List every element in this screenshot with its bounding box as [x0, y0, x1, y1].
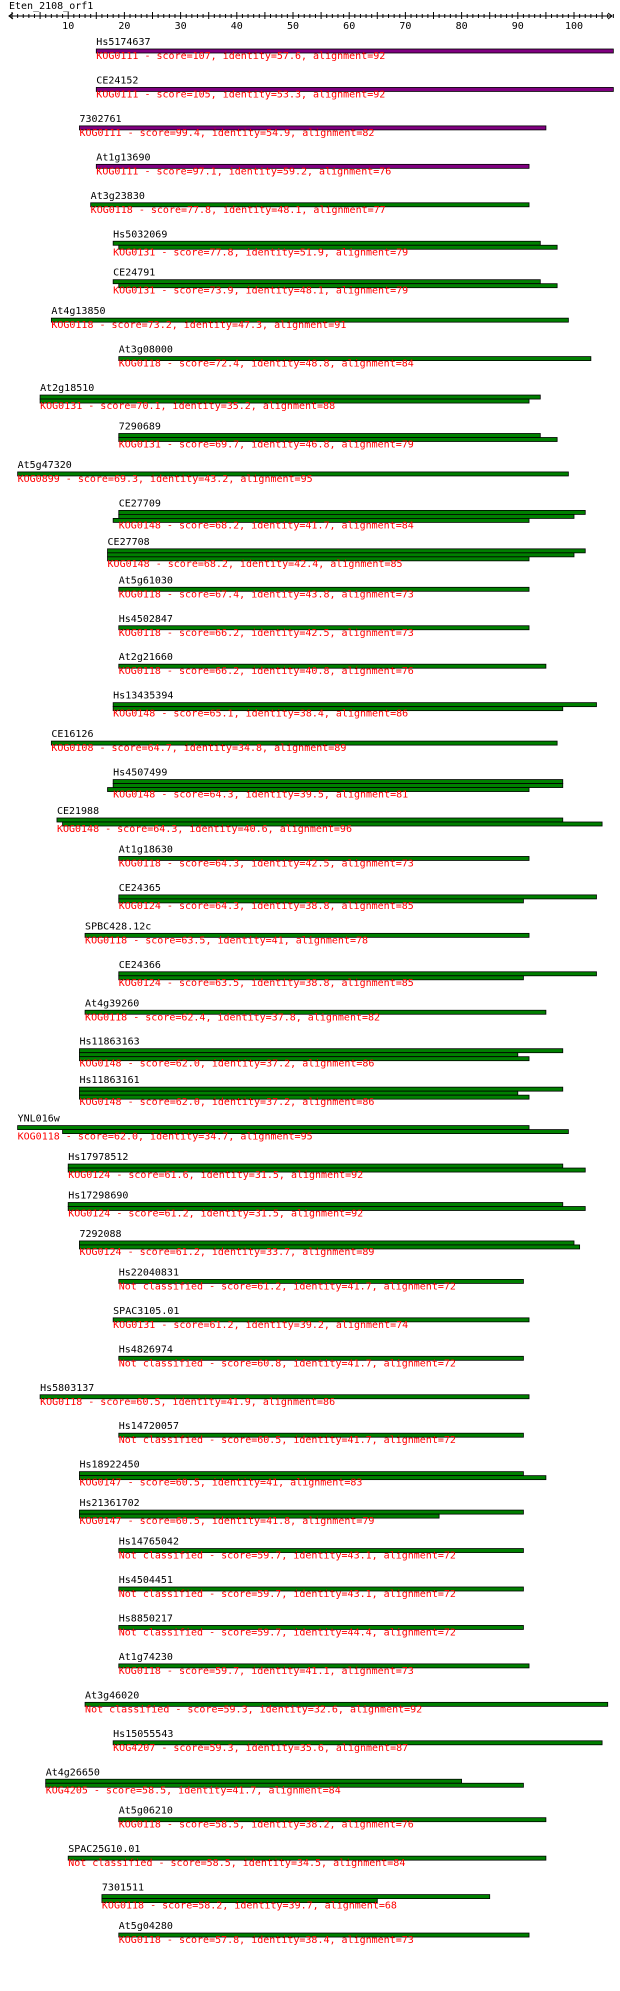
hit-name: Hs4826974 — [118, 1344, 173, 1356]
hit-bar — [113, 703, 596, 707]
hit-info: Not classified - score=59.3, identity=32.6, alignment=92 — [85, 1704, 423, 1716]
hit-bar — [79, 1087, 562, 1091]
hit-row — [119, 1575, 524, 1600]
hit-row — [113, 1729, 602, 1754]
hit-name: Hs17298690 — [68, 1190, 129, 1202]
hit-row — [113, 1306, 529, 1331]
hit-info: KOG0147 - score=60.5, identity=41.8, alignment=79 — [79, 1516, 375, 1528]
hit-info: KOG0111 - score=99.4, identity=54.9, alignment=82 — [79, 127, 375, 139]
hit-name: At5g47320 — [17, 459, 72, 471]
hit-bar — [18, 1126, 529, 1130]
hit-name: SPAC25G10.01 — [68, 1844, 141, 1856]
hit-info: KOG0118 - score=63.5, identity=41, alignment=78 — [85, 935, 369, 947]
hit-name: CE16126 — [51, 729, 94, 741]
hit-row — [113, 229, 557, 258]
hit-row — [79, 1460, 545, 1489]
hit-row — [119, 614, 529, 639]
hit-info: Not classified - score=59.7, identity=43.1, alignment=72 — [118, 1589, 456, 1600]
hit-name: 7292088 — [79, 1228, 122, 1240]
hit-row — [79, 1229, 579, 1258]
axis-tick-label: 40 — [230, 21, 243, 32]
hit-info: KOG0124 - score=63.5, identity=38.8, alignment=85 — [118, 977, 414, 989]
hit-info: KOG0118 - score=66.2, identity=40.8, alignment=76 — [118, 666, 414, 678]
hit-bar — [79, 1510, 523, 1514]
hit-name: At4g13850 — [51, 306, 106, 318]
hit-name: Hs8850217 — [118, 1613, 173, 1625]
axis-tick-label: 80 — [455, 21, 468, 32]
hit-info: KOG0148 - score=62.0, identity=37.2, alignment=86 — [79, 1097, 375, 1109]
hit-row — [96, 75, 613, 100]
hit-bar — [79, 1049, 562, 1053]
hit-info: Not classified - score=58.5, identity=34.5, alignment=84 — [68, 1858, 406, 1870]
hit-row — [119, 1613, 524, 1638]
hit-bar — [46, 1779, 462, 1783]
hit-info: KOG0899 - score=69.3, identity=43.2, alignment=95 — [17, 473, 313, 485]
hit-list — [18, 37, 614, 1946]
axis-tick-label: 30 — [174, 21, 187, 32]
hit-info: KOG0118 - score=62.0, identity=34.7, alignment=95 — [17, 1131, 313, 1143]
hit-bar — [68, 1203, 563, 1207]
hit-bar — [119, 434, 541, 438]
hit-name: SPBC428.12c — [85, 921, 152, 933]
hit-row — [113, 498, 585, 531]
hit-row — [119, 1344, 524, 1369]
hit-info: KOG0111 - score=97.1, identity=59.2, alignment=76 — [96, 166, 392, 178]
hit-info: KOG0118 - score=64.3, identity=42.5, alignment=73 — [118, 858, 414, 870]
hit-bar — [57, 818, 563, 822]
hit-row — [18, 1114, 569, 1143]
hit-info: Not classified - score=59.7, identity=44.4, alignment=72 — [118, 1627, 456, 1639]
hit-bar — [113, 784, 563, 788]
hit-info: KOG0118 - score=60.5, identity=41.9, alignment=86 — [40, 1396, 336, 1408]
hit-name: At5g06210 — [118, 1805, 173, 1817]
hit-info: KOG0118 - score=62.4, identity=37.8, alignment=82 — [85, 1012, 381, 1024]
hit-name: Hs11863163 — [79, 1036, 140, 1048]
hit-info: KOG0118 - score=57.8, identity=38.4, alignment=73 — [118, 1935, 414, 1947]
hit-name: CE24791 — [113, 267, 156, 279]
hit-name: Hs21361702 — [79, 1498, 140, 1510]
hit-info: KOG0147 - score=60.5, identity=41, alignment=83 — [79, 1477, 363, 1489]
scale-axis — [9, 12, 613, 32]
hit-row — [79, 1498, 523, 1527]
hit-row — [51, 729, 557, 754]
hit-name: At4g26650 — [45, 1767, 100, 1779]
hit-name: CE27709 — [118, 498, 161, 510]
hit-name: At1g74230 — [118, 1651, 173, 1663]
hit-row — [51, 306, 568, 331]
hit-info: KOG0131 - score=69.7, identity=46.8, alignment=79 — [118, 439, 414, 451]
hit-name: Hs13435394 — [113, 690, 174, 702]
hit-info: KOG0148 - score=62.0, identity=37.2, alignment=86 — [79, 1058, 375, 1070]
hit-bar — [40, 395, 540, 399]
hit-name: At2g18510 — [40, 383, 95, 395]
hit-bar — [68, 1164, 563, 1168]
hit-name: CE24365 — [118, 882, 161, 894]
hit-row — [119, 1267, 524, 1292]
hit-info: Not classified - score=61.2, identity=41.7, alignment=72 — [118, 1281, 456, 1293]
hit-row — [119, 1806, 546, 1831]
hit-info: KOG4205 - score=58.5, identity=41.7, alignment=84 — [45, 1785, 341, 1797]
hit-name: CE24152 — [96, 75, 139, 87]
hit-name: 7301511 — [101, 1882, 145, 1894]
hit-bar — [113, 280, 540, 284]
axis-tick-label: 20 — [118, 21, 131, 32]
hit-info: KOG0118 - score=58.5, identity=38.2, alignment=76 — [118, 1819, 414, 1831]
hit-name: Hs14720057 — [118, 1421, 179, 1433]
hit-name: At1g13690 — [96, 152, 151, 164]
hit-row — [68, 1844, 546, 1869]
hit-name: At4g39260 — [85, 998, 140, 1010]
hit-info: KOG0148 - score=68.2, identity=42.4, alignment=85 — [107, 558, 403, 570]
axis-tick-label: 90 — [511, 21, 524, 32]
hit-info: KOG0118 - score=72.4, identity=48.8, alignment=84 — [118, 358, 414, 370]
hit-info: KOG0131 - score=70.1, identity=35.2, alignment=88 — [40, 401, 336, 413]
hit-bar — [108, 553, 574, 557]
hit-info: KOG0124 - score=61.2, identity=31.5, alignment=92 — [68, 1208, 364, 1220]
hit-name: At5g04280 — [118, 1921, 173, 1933]
hit-info: KOG0148 - score=64.3, identity=40.6, alignment=96 — [56, 824, 352, 835]
hit-info: KOG0111 - score=105, identity=53.3, alignment=92 — [96, 89, 386, 101]
chart-title: Eten_2108_orf1 — [9, 1, 94, 12]
hit-row — [18, 460, 569, 485]
axis-tick-label: 50 — [286, 21, 300, 32]
hit-name: Hs15055543 — [113, 1728, 174, 1740]
hit-bar — [119, 510, 585, 514]
hit-bar — [102, 1895, 490, 1899]
hit-info: KOG0118 - score=77.8, identity=48.1, alignment=77 — [90, 204, 386, 216]
hit-name: Hs5803137 — [40, 1382, 95, 1394]
hit-name: Hs22040831 — [118, 1267, 179, 1279]
hit-row — [79, 1037, 562, 1070]
hit-info: KOG0124 - score=61.2, identity=33.7, alignment=89 — [79, 1246, 375, 1258]
hit-row — [96, 152, 529, 177]
hit-name: Hs11863161 — [79, 1075, 140, 1087]
hit-info: KOG0148 - score=64.3, identity=39.5, alignment=81 — [113, 789, 409, 801]
hit-name: CE27708 — [107, 536, 150, 548]
hit-row — [119, 575, 529, 600]
hit-name: CE24366 — [118, 959, 161, 971]
hit-info: KOG0148 - score=68.2, identity=41.7, alignment=84 — [118, 520, 414, 532]
hit-row — [119, 960, 597, 989]
hit-row — [113, 268, 557, 297]
hit-name: Hs5032069 — [113, 229, 168, 241]
hit-info: Not classified - score=60.5, identity=41.7, alignment=72 — [118, 1435, 456, 1447]
hit-info: KOG4207 - score=59.3, identity=35.6, alignment=87 — [113, 1742, 409, 1754]
hit-row — [85, 1690, 608, 1715]
hit-row — [113, 691, 596, 720]
hit-bar — [79, 1472, 523, 1476]
hit-info: KOG0124 - score=61.6, identity=31.5, alignment=92 — [68, 1170, 364, 1182]
hit-row — [96, 37, 613, 62]
hit-row — [40, 1383, 529, 1408]
hit-name: At3g08000 — [118, 344, 173, 356]
hit-row — [85, 921, 529, 946]
hit-bar — [113, 780, 563, 784]
hit-bar — [113, 241, 540, 245]
hit-row — [102, 1883, 490, 1912]
hit-row — [119, 422, 557, 451]
hit-name: At1g18630 — [118, 844, 173, 856]
hit-bar — [79, 1241, 574, 1245]
hit-name: Hs5174637 — [96, 37, 151, 48]
hit-bar — [119, 895, 597, 899]
hit-bar — [79, 1053, 517, 1057]
hit-row — [119, 652, 546, 677]
hit-name: Hs18922450 — [79, 1459, 140, 1471]
hit-row — [40, 383, 540, 412]
hit-info: KOG0118 - score=59.7, identity=41.1, alignment=73 — [118, 1665, 414, 1677]
hit-row — [68, 1152, 585, 1181]
hit-row — [119, 883, 597, 912]
hit-row — [68, 1191, 585, 1220]
axis-tick-label: 60 — [343, 21, 356, 32]
hit-info: KOG0111 - score=107, identity=57.6, alignment=92 — [96, 51, 386, 62]
axis-tick-label: 70 — [399, 21, 412, 32]
hit-name: YNL016w — [17, 1113, 60, 1125]
hit-name: Hs14765042 — [118, 1536, 179, 1548]
hit-name: Hs4507499 — [113, 767, 168, 779]
hit-bar — [108, 549, 586, 553]
hit-name: At3g46020 — [85, 1690, 140, 1702]
hit-row — [119, 1421, 524, 1446]
hit-name: Hs4502847 — [118, 613, 173, 625]
hit-row — [119, 1652, 529, 1677]
hit-name: SPAC3105.01 — [113, 1305, 180, 1317]
hit-row — [46, 1767, 524, 1796]
hit-row — [57, 806, 602, 835]
hit-row — [91, 191, 529, 216]
hit-info: KOG0148 - score=65.1, identity=38.4, alignment=86 — [113, 708, 409, 720]
hit-row — [119, 1537, 524, 1562]
hit-row — [119, 844, 529, 869]
hit-info: KOG0118 - score=66.2, identity=42.5, alignment=73 — [118, 627, 414, 639]
hit-info: KOG0118 - score=58.2, identity=39.7, alignment=68 — [101, 1900, 397, 1912]
hit-row — [119, 345, 591, 370]
hit-name: At5g61030 — [118, 575, 173, 587]
hit-bar — [119, 972, 597, 976]
hit-info: KOG0118 - score=67.4, identity=43.8, alignment=73 — [118, 589, 414, 601]
axis-tick-label: 10 — [62, 21, 75, 32]
axis-tick-label: 100 — [564, 21, 584, 32]
hit-info: KOG0124 - score=64.3, identity=38.8, alignment=85 — [118, 900, 414, 912]
hit-name: At3g23830 — [90, 190, 145, 202]
hit-info: KOG0131 - score=77.8, identity=51.9, alignment=79 — [113, 247, 409, 259]
hit-row — [119, 1921, 529, 1946]
hit-info: KOG0131 - score=73.9, identity=48.1, alignment=79 — [113, 285, 409, 297]
hit-row — [85, 998, 546, 1023]
hit-name: Hs4504451 — [118, 1575, 173, 1586]
hit-name: CE21988 — [56, 806, 100, 817]
hit-row — [79, 1075, 562, 1108]
hit-bar — [119, 514, 574, 518]
hit-name: 7290689 — [118, 421, 161, 433]
hit-info: Not classified - score=59.7, identity=43.1, alignment=72 — [118, 1550, 456, 1562]
hit-bar — [79, 1091, 517, 1095]
hit-info: KOG0131 - score=61.2, identity=39.2, alignment=74 — [113, 1319, 409, 1331]
hit-info: KOG0108 - score=64.7, identity=34.8, alignment=89 — [51, 743, 347, 755]
hit-name: Hs17978512 — [68, 1152, 129, 1164]
hit-info: KOG0118 - score=73.2, identity=47.3, alignment=91 — [51, 320, 347, 332]
hit-row — [108, 537, 586, 570]
hit-row — [108, 768, 563, 801]
hit-name: At2g21660 — [118, 652, 173, 664]
hit-info: Not classified - score=60.8, identity=41.7, alignment=72 — [118, 1358, 456, 1370]
hit-row — [79, 114, 545, 139]
hit-name: 7302761 — [79, 113, 122, 125]
